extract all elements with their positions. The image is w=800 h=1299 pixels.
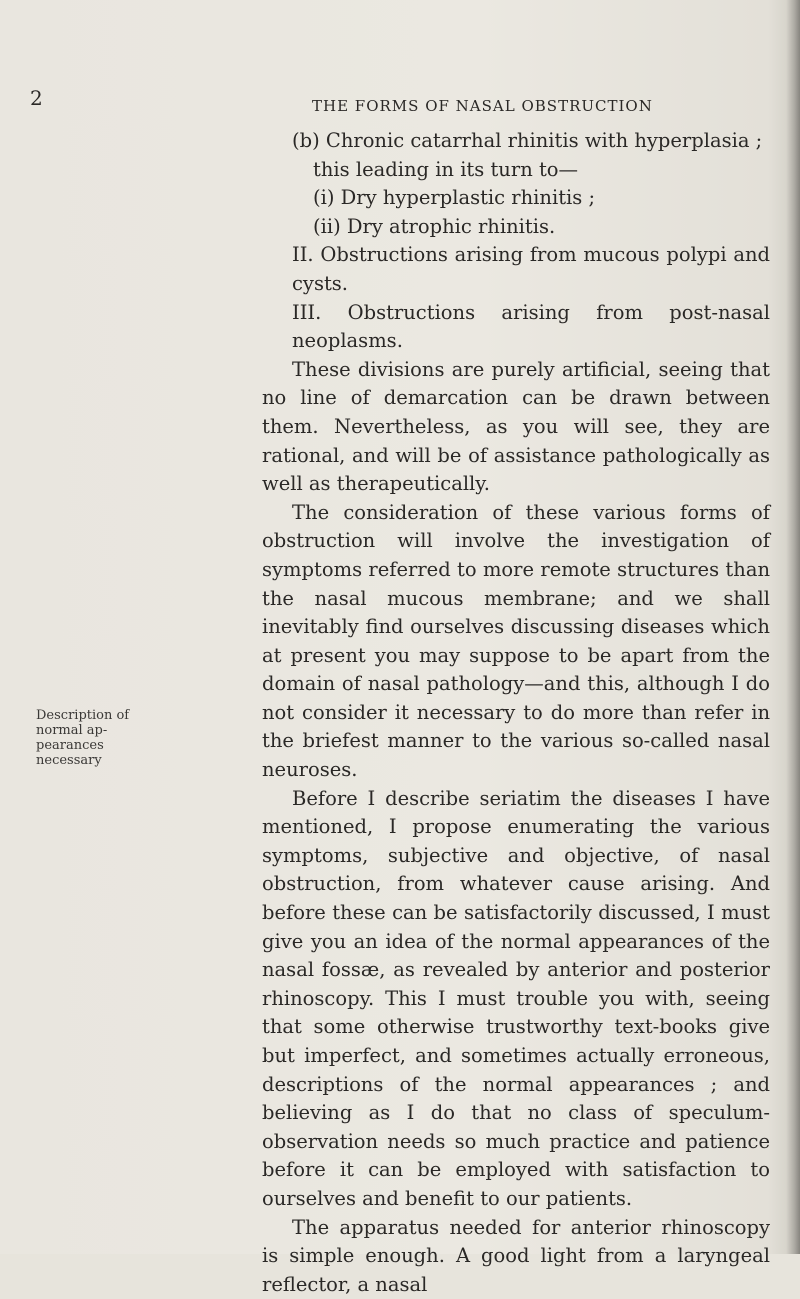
- page-number: 2: [30, 86, 43, 110]
- margin-note: [36, 708, 154, 768]
- running-head: THE FORMS OF NASAL OBSTRUCTION: [312, 97, 653, 115]
- margin-note-line: pearances: [36, 738, 104, 753]
- page-edge-shadow: [786, 0, 800, 1254]
- margin-note-line: normal ap-: [36, 723, 108, 738]
- paragraph: These divisions are purely artificial, seeing that no line of demarcation can be drawn between them. Nevertheless, as you will see, they are rational, and will be of assistance pathologically as well as therapeutically.: [262, 357, 770, 496]
- paragraph: The consideration of these various forms of obstruction will involve the investigation of symptoms referred to more remote structures than the nasal mucous membrane; and we shall inevitably find ourselves discussing diseases which at present you may suppose to be apart from the domain of nasal pathology—and this, although I do not consider it necessary to do more than refer in the briefest manner to the various so-called nasal neuroses.: [262, 500, 770, 782]
- list-item-ii: (ii) Dry atrophic rhinitis.: [313, 214, 556, 238]
- margin-note-line: necessary: [36, 753, 102, 768]
- body-text: [262, 127, 770, 1299]
- list-item-III: III. Obstructions arising from post-nasal neoplasms.: [292, 300, 770, 353]
- paragraph: The apparatus needed for anterior rhinoscopy is simple enough. A good light from a laryngeal reflector, a nasal: [262, 1215, 770, 1296]
- list-item-II: II. Obstructions arising from mucous polypi and cysts.: [292, 243, 770, 295]
- list-item-i: (i) Dry hyperplastic rhinitis ;: [313, 186, 596, 210]
- list-item-b-line1: (b) Chronic catarrhal rhinitis with hyperplasia ;: [292, 129, 763, 152]
- list-item-b-line2: this leading in its turn to—: [313, 157, 579, 181]
- paragraph: Before I describe seriatim the diseases I have mentioned, I propose enumerating the various symptoms, subjective and objective, of nasal obstruction, from whatever cause arising. And before these can be satisfactorily discussed, I must give you an idea of the normal appearances of the nasal fossæ, as revealed by anterior and posterior rhinoscopy. This I must trouble you with, seeing that some otherwise trustworthy text-books give but imperfect, and sometimes actually erroneous, descriptions of the normal appearances ; and believing as I do that no class of speculum-observation needs so much practice and patience before it can be employed with satisfaction to ourselves and benefit to our patients.: [262, 786, 770, 1210]
- margin-note-line: Description of: [36, 708, 130, 723]
